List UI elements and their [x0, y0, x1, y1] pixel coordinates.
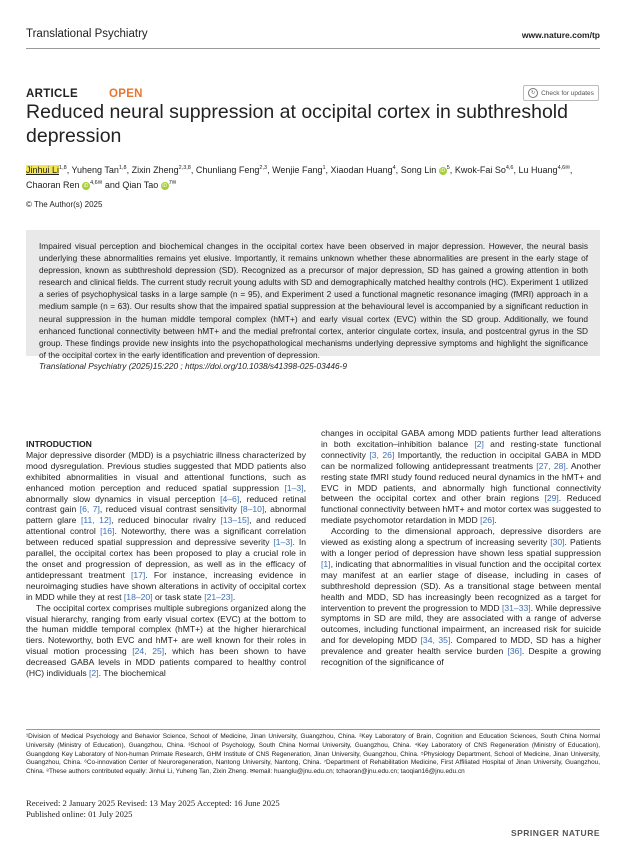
publisher-logo: SPRINGER NATURE — [510, 828, 600, 838]
article-title: Reduced neural suppression at occipital cortex in subthreshold depression — [26, 101, 568, 147]
reference-link[interactable]: [34, 35] — [420, 635, 451, 646]
reference-link[interactable]: [30] — [550, 537, 565, 548]
footnote-divider — [26, 729, 600, 730]
author-name[interactable]: Lu Huang — [518, 165, 558, 175]
affiliation-marker: 4,6✉ — [557, 165, 570, 171]
reference-link[interactable]: [6, 7] — [79, 504, 100, 515]
section-heading-introduction: INTRODUCTION — [26, 439, 92, 449]
article-type-label: ARTICLE — [26, 88, 78, 100]
reference-link[interactable]: [1] — [321, 558, 331, 569]
author-name[interactable]: Zixin Zheng — [131, 165, 179, 175]
author-name[interactable]: Chaoran Ren — [26, 180, 80, 190]
citation-line — [39, 361, 347, 371]
reference-link[interactable]: [27, 28] — [536, 460, 566, 471]
copyright-notice: © The Author(s) 2025 — [26, 200, 103, 209]
paragraph: Major depressive disorder (MDD) is a psychiatric illness characterized by mood dysregulation. Previous studies suggested that MDD patients also exhibited abnormalities in visual and attentional functions, such as enhanced motion perception and reduced spatial suppression [1–3], abnormally slow dynamics in visual perception [4–6], reduced retinal contrast gain [6, 7], reduced visual contrast sensitivity [8–10], abnormal pattern glare [11, 12], reduced binocular rivalry [13–15], and reduced attentional control [16]. Noteworthy, there was a significant correlation between reduced spatial suppression and depressive severity [1–3]. In parallel, the occipital cortex has been proposed to play a crucial role in the onset and progression of depression, as well as in the efficacy of antidepressant treatment [17]. For instance, increasing evidence in neuroimaging studies have shown alterations in activity of occipital cortex in MDD while they at rest [18–20] or task state [21–23]. — [26, 449, 307, 602]
reference-link[interactable]: [13–15] — [220, 515, 250, 526]
reference-link[interactable]: [1–3] — [273, 537, 293, 548]
affiliation-marker: 1 — [322, 165, 326, 171]
column-left — [26, 439, 306, 679]
affiliation-marker: 1,8 — [59, 165, 67, 171]
open-access-label: OPEN — [109, 88, 143, 100]
orcid-icon[interactable]: iD — [83, 182, 89, 189]
reference-link[interactable]: [17] — [130, 569, 146, 580]
column-right — [321, 428, 601, 668]
author-list: Jinhui Li$^{1,8}$, Yuheng Tan$^{1,8}$, Zixin Zheng$^{2,3,8}$, Chunliang Feng$^{2,3}$, Wenjie Fang$^1$, Xiaodan Huang$^4$, Song Lin iD $^5$, Kwok-Fai So$^{4,6}$, Lu Huang$^{4,6✉}$, Chaoran Ren iD $^{4,6✉}$ and Qian Tao iD $^{7✉}$ — [26, 165, 573, 190]
reference-link[interactable]: [2] — [474, 438, 484, 449]
orcid-icon[interactable]: iD — [162, 182, 168, 189]
affiliation-marker: 2,3 — [259, 165, 268, 171]
received-revised-accepted: Received: 2 January 2025 Revised: 13 May 2025 Accepted: 16 June 2025 — [26, 798, 280, 808]
affiliations: ¹Division of Medical Psychology and Behavior Science, School of Medicine, Jinan University, Guangzhou, China. ²Key Laboratory of Brain, Cognition and Education Sciences, South China Normal University (Ministry of Education), Guangzhou, China. ³School of Psychology, South China Normal University, Guangzhou, China. ⁴Key Laboratory of CNS Regeneration (Ministry of Education), Guangdong Key Laboratory of Non-human Primate Research, GHM Institute of CNS Regeneration, Jinan University, Guangzhou, China. ⁵Physiology Department, School of Medicine, Jinan University, Guangzhou, China. ⁶Co-innovation Center of Neuroregeneration, Nantong University, Nantong, China. ⁷Department of Rehabilitation Medicine, First Affiliated Hospital of Jinan University, Guangzhou, China. ⁸These authors contributed equally: Jinhui Li, Yuheng Tan, Zixin Zheng. ✉email: huanglu@jnu.edu.cn; tchaoran@jnu.edu.cn; taoqian16@jnu.edu.cn — [26, 733, 600, 776]
affiliation-marker: 4,6✉ — [90, 180, 103, 186]
refresh-icon: ↻ — [528, 88, 538, 98]
paragraph: changes in occipital GABA among MDD patients further lead alterations in both excitation–inhibition balance [2] and resting-state functional connectivity [3, 26] Importantly, the reduction in occipital GABA in MDD can be normalized following antidepressant treatments [27, 28]. Another resting state fMRI study found reduced neural dynamics in the hMT+ and EVC in MDD patients, and abnormally high functional connectivity between the occipital cortex and other brain regions [29]. Reduced functional connectivity between hMT+ and motor cortex was suggested to mediate psychomotor retardation in MDD [26]. — [321, 428, 602, 526]
published-online: Published online: 01 July 2025 — [26, 808, 133, 819]
affiliation-marker: 2,3,8 — [178, 165, 191, 171]
author-name[interactable]: Kwok-Fai So — [454, 165, 506, 175]
orcid-icon[interactable]: iD — [440, 167, 446, 174]
reference-link[interactable]: [1–3] — [284, 482, 304, 493]
reference-link[interactable]: [4–6] — [220, 493, 240, 504]
author-name[interactable]: Qian Tao — [122, 180, 159, 190]
reference-link[interactable]: [26] — [480, 515, 495, 526]
reference-link[interactable]: [3, 26] — [369, 449, 395, 460]
reference-link[interactable]: [21–23] — [204, 591, 233, 602]
author-name[interactable]: Chunliang Feng — [195, 165, 260, 175]
affiliation-marker: 5 — [446, 165, 450, 171]
affiliation-marker: 7✉ — [168, 180, 177, 186]
citation-text: Translational Psychiatry (2025)15:220 ; https://doi.org/10.1038/s41398-025-03446-9 — [39, 361, 347, 371]
check-updates-label: Check for updates — [541, 89, 594, 97]
paragraph: The occipital cortex comprises multiple subregions organized along the visual hierarchy, ranging from early visual cortex (EVC) at the bottom to the human middle temporal complex (hMT+) at the higher hierarchical tiers. Noteworthy, both EVC and hMT+ are well known for their roles in visual motion processing [24, 25], which has been shown to have decreased GABA levels in MDD patients compared to healthy control (HC) individuals [2]. The biochemical — [26, 602, 306, 679]
affiliation-marker: 4,6 — [505, 165, 514, 171]
paragraph: According to the dimensional approach, depressive disorders are viewed as existing along a spectrum of increasing severity [30]. Patients with a longer period of depression have shown less spatial suppression [1], indicating that abnormalities in visual function and the occipital cortex may manifest at an earlier stage of disease, including in cases of subthreshold depression (SD). As a transitional stage between mental health and MDD, SD has increasingly been recognized as a target for intervention to prevent the progression to MDD [31–33]. While depressive symptoms in SD are mild, they are associated with a range of adverse outcomes, including functional impairment, an increased risk for suicide and for developing MDD [34, 35]. Compared to MDD, SD has a higher prevalence and greater health service burden [36]. Despite a growing recognition of the significance of — [321, 526, 602, 668]
author-name[interactable]: Wenjie Fang — [272, 165, 323, 175]
author-name[interactable]: Jinhui Li — [26, 165, 60, 175]
affiliation-marker: 1,8 — [118, 165, 127, 171]
author-name[interactable]: Yuheng Tan — [71, 165, 119, 175]
abstract-text: Impaired visual perception and biochemical changes in the occipital cortex have been observed in major depression. However, the neural basis underlying these abnormalities remains yet elusive. Importantly, it remains unknown whether these abnormalities are present in the early stage of depression, known as subthreshold depression (SD). Recognized as a precursor of major depression, SD has gained a growing attention in both research and clinical fields. The current study recruit young adults with SD and demographically matched healthy controls (HC). Experiment 1 utilized a series of psychophysical tasks in a large sample (n = 95), and Experiment 2 used a functional magnetic resonance imaging (fMRI) approach in a medium sample (n = 63). Our results show that the impaired spatial suppression at the behavioural level is accompanied by a significant reduction in neural suppression in the human middle temporal complex (hMT+) and early visual cortex (EVC) within the SD group. Additionally, we found enhanced functional connectivity between hMT+ and the medial prefrontal cortex, anterior cingulate cortex, insula, and postcentral gyrus in the SD group. These findings provide new insights into the psychopathological mechanisms underlying depressive symptoms and highlight the significance of the occipital cortex in the early identification and prevention of depression. — [39, 241, 588, 360]
reference-link[interactable]: [24, 25] — [132, 646, 165, 657]
reference-link[interactable]: [8–10] — [240, 504, 265, 515]
reference-link[interactable]: [11, 12] — [80, 515, 112, 526]
author-name[interactable]: Xiaodan Huang — [330, 165, 393, 175]
reference-link[interactable]: [2] — [89, 668, 99, 679]
check-for-updates-button[interactable] — [523, 85, 599, 101]
author-name[interactable]: Song Lin — [400, 165, 437, 175]
affiliation-marker: 4 — [392, 165, 396, 171]
publication-dates — [26, 798, 280, 819]
reference-link[interactable]: [16] — [100, 526, 115, 537]
reference-link[interactable]: [36] — [507, 646, 522, 657]
journal-name: Translational Psychiatry — [26, 28, 148, 40]
reference-link[interactable]: [18–20] — [123, 591, 153, 602]
reference-link[interactable]: [31–33] — [501, 602, 531, 613]
reference-link[interactable]: [29] — [544, 493, 559, 504]
journal-site-link[interactable]: www.nature.com/tp — [521, 30, 600, 40]
header-divider — [26, 48, 600, 49]
